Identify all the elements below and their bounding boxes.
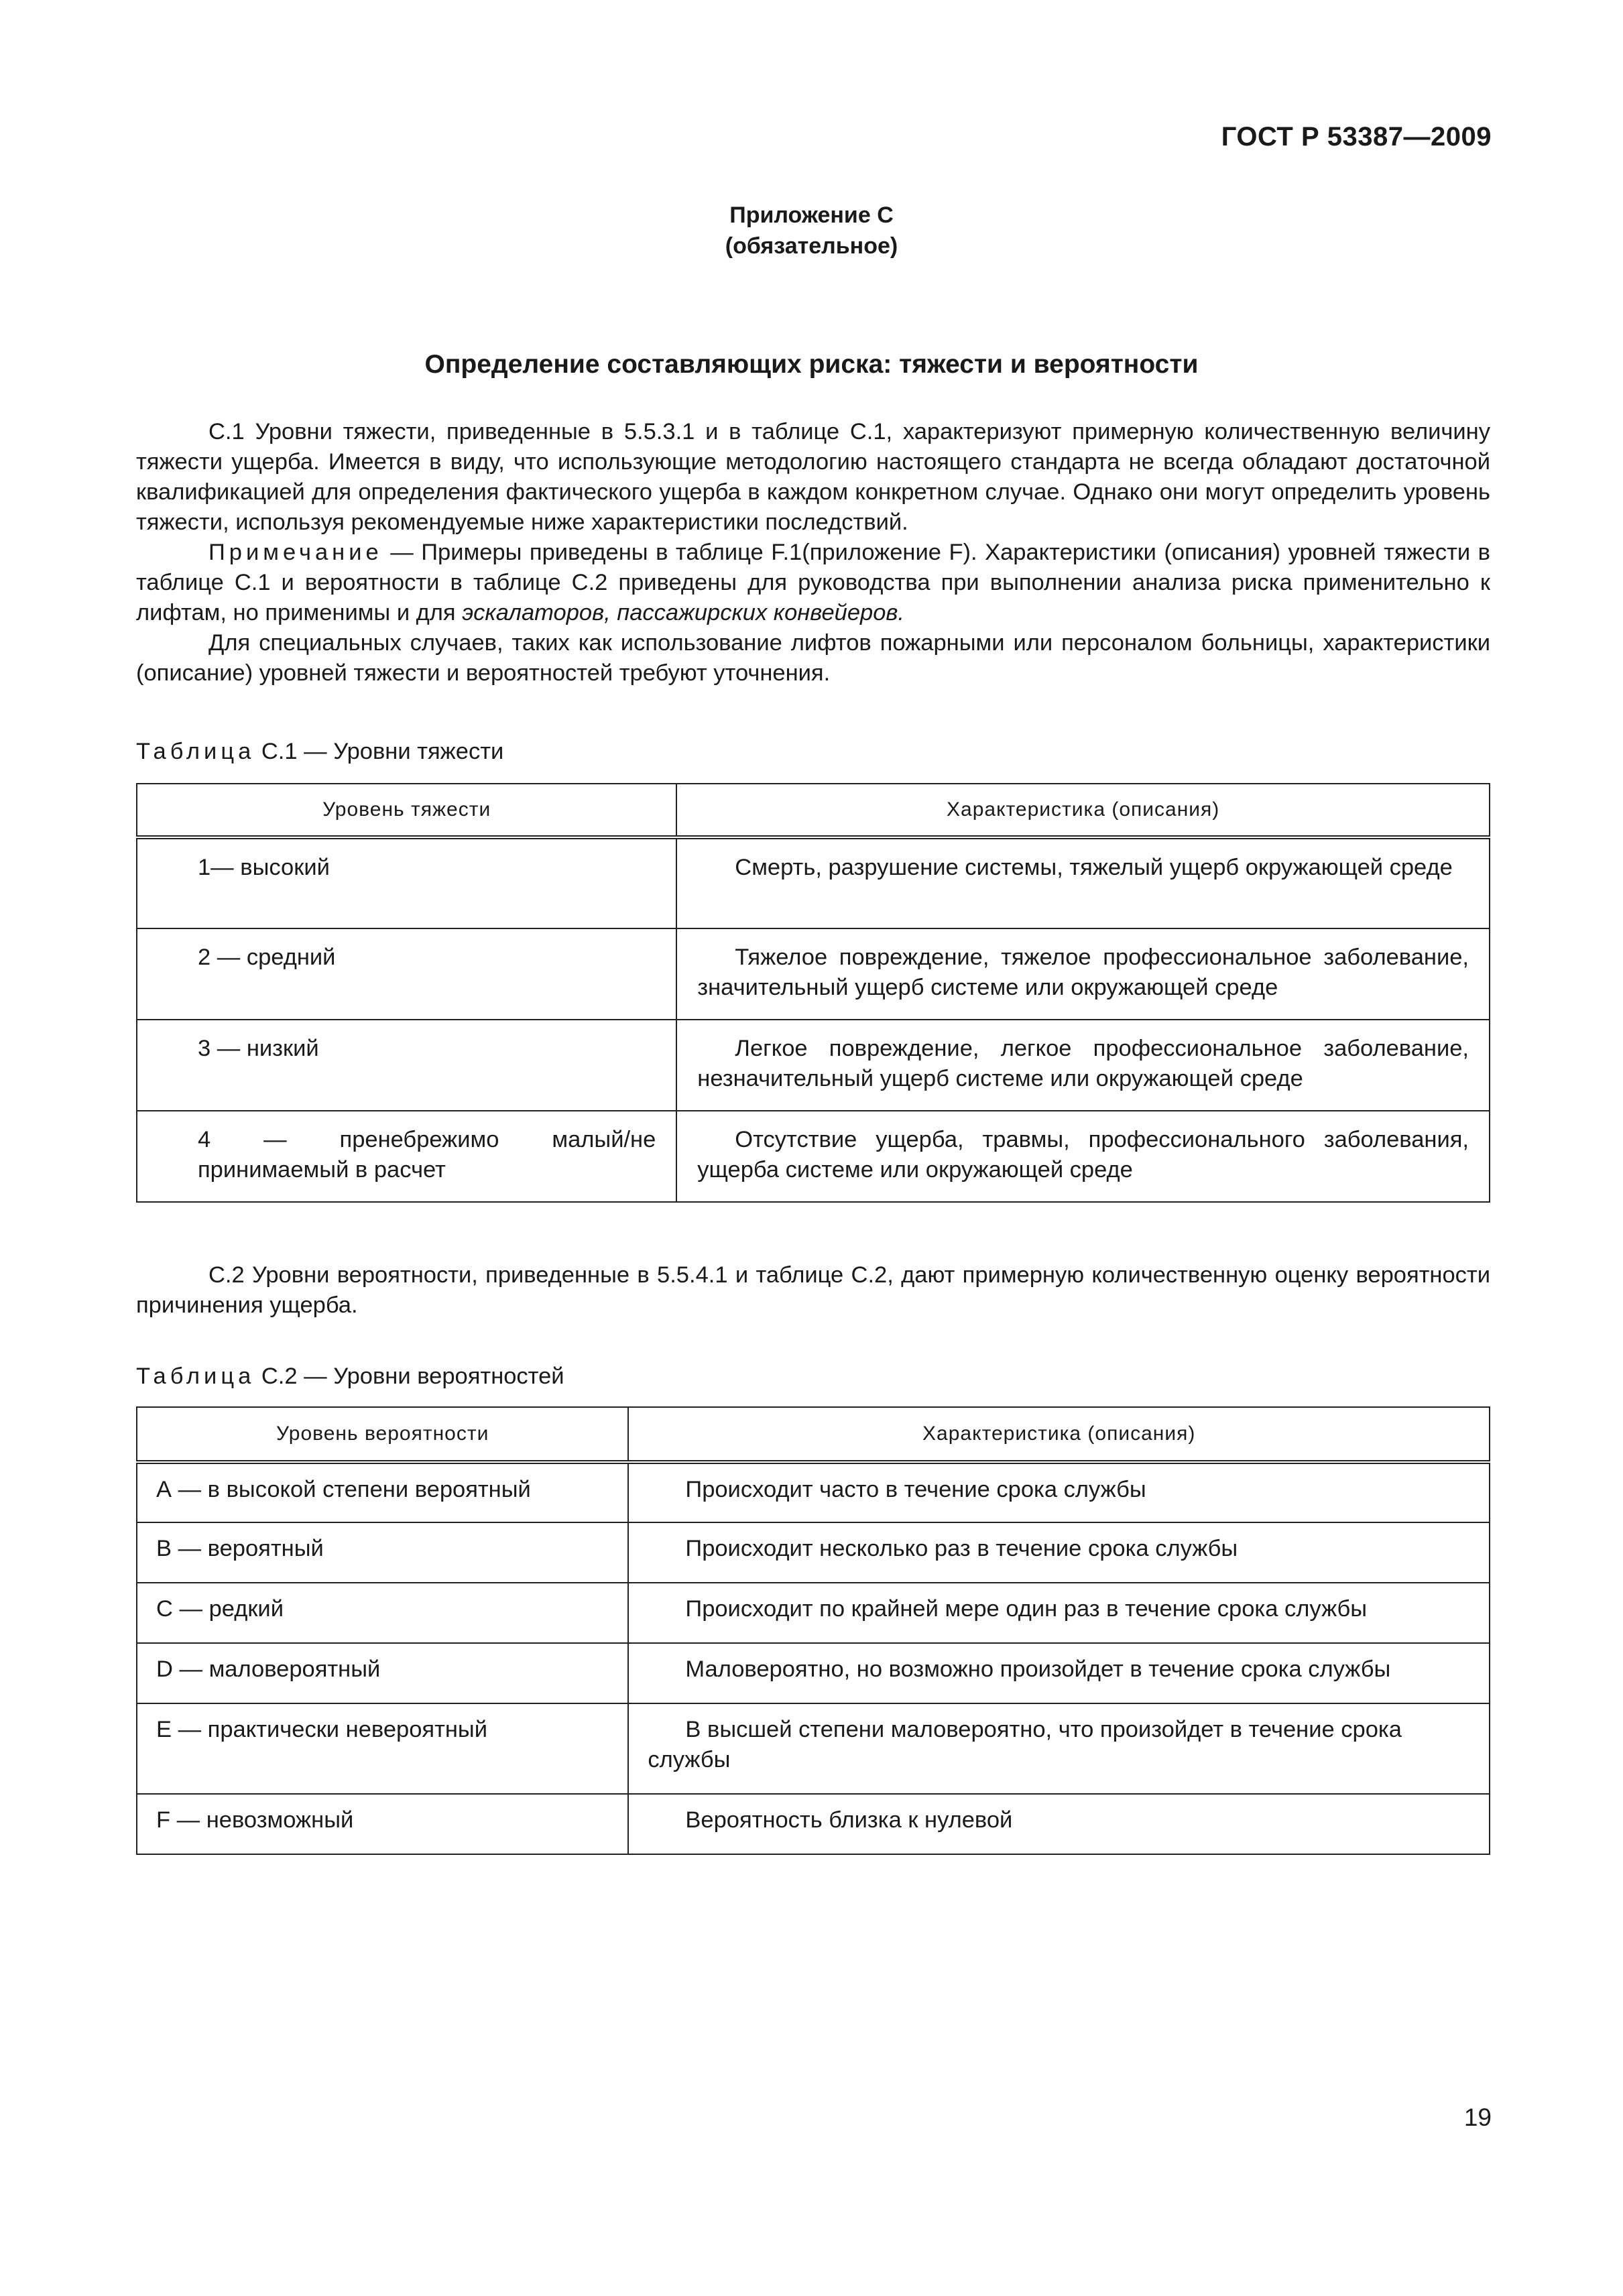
table-row — [137, 1111, 1490, 1202]
table-row — [137, 1794, 1490, 1854]
probability-description: В высшей степени маловероятно, что произойдет в течение срока службы — [628, 1703, 1490, 1794]
table1-caption-rest: С.1 — Уровни тяжести — [255, 739, 504, 764]
severity-description: Легкое повреждение, легкое профессиональное заболевание, незначительный ущерб системе или окружающей среде — [676, 1020, 1490, 1111]
table-header-cell: Характеристика (описания) — [628, 1407, 1490, 1462]
severity-level: 4 — пренебрежимо малый/не принимаемый в расчет — [137, 1111, 676, 1202]
table2-caption-rest: С.2 — Уровни вероятностей — [255, 1364, 564, 1389]
intro-text — [136, 417, 1490, 688]
paragraph-special: Для специальных случаев, таких как использование лифтов пожарными или персоналом больницы, характеристики (описание) уровней тяжести и вероятностей требуют уточнения. — [136, 630, 1490, 686]
table-row — [137, 1703, 1490, 1794]
table-header-row — [137, 784, 1490, 837]
paragraph-c1: С.1 Уровни тяжести, приведенные в 5.5.3.1 и в таблице С.1, характеризуют примерную количественную величину тяжести ущерба. Имеется в виду, что использующие методологию настоящего стандарта не всегда обладают достаточной квалификацией для определения фактического ущерба в каждом конкретном случае. Однако они могут определить уровень тяжести, используя рекомендуемые ниже характеристики последствий. — [136, 419, 1490, 535]
section-heading: Определение составляющих риска: тяжести и вероятности — [424, 350, 1199, 379]
severity-level: 3 — низкий — [137, 1020, 676, 1111]
standard-code: ГОСТ Р 53387—2009 — [1221, 122, 1492, 152]
severity-level: 1— высокий — [137, 837, 676, 928]
table-row — [137, 1462, 1490, 1522]
probability-table — [136, 1406, 1490, 1855]
severity-table — [136, 783, 1490, 1203]
severity-description: Смерть, разрушение системы, тяжелый ущерб окружающей среде — [676, 837, 1490, 928]
probability-description: Маловероятно, но возможно произойдет в течение срока службы — [628, 1643, 1490, 1703]
table-header-cell: Уровень тяжести — [137, 784, 676, 837]
table-row — [137, 1020, 1490, 1111]
table1-caption — [136, 739, 503, 765]
probability-description: Происходит несколько раз в течение срока службы — [628, 1522, 1490, 1583]
note-text: — Примеры приведены в таблице F.1(приложение F). Характеристики (описания) уровней тяжести в таблице С.1 и вероятности в таблице С.2 приведены для руководства при выполнении анализа риска применительно к лифтам, но применимы и для — [136, 540, 1490, 625]
table-row — [137, 1643, 1490, 1703]
probability-description: Происходит часто в течение срока службы — [628, 1462, 1490, 1522]
table-row — [137, 928, 1490, 1020]
table1-caption-label: Таблица — [136, 739, 255, 764]
probability-description: Вероятность близка к нулевой — [628, 1794, 1490, 1854]
table-header-row — [137, 1407, 1490, 1462]
probability-level: С — редкий — [137, 1583, 628, 1643]
appendix-status: (обязательное) — [725, 233, 898, 259]
note-italic: эскалаторов, пассажирских конвейеров. — [462, 600, 905, 625]
severity-level: 2 — средний — [137, 928, 676, 1020]
note-label: Примечание — [208, 540, 383, 565]
table2-caption-label: Таблица — [136, 1364, 255, 1389]
appendix-heading — [0, 200, 1623, 261]
page-number: 19 — [1463, 2104, 1492, 2131]
table2-caption — [136, 1364, 564, 1390]
paragraph-note — [136, 538, 1490, 628]
table-row — [137, 837, 1490, 928]
severity-description: Отсутствие ущерба, травмы, профессионального заболевания, ущерба системе или окружающей среде — [676, 1111, 1490, 1202]
table-header-cell: Характеристика (описания) — [676, 784, 1490, 837]
probability-description: Происходит по крайней мере один раз в течение срока службы — [628, 1583, 1490, 1643]
probability-level: F — невозможный — [137, 1794, 628, 1854]
table-header-cell: Уровень вероятности — [137, 1407, 628, 1462]
table-row — [137, 1583, 1490, 1643]
table-row — [137, 1522, 1490, 1583]
paragraph-c2: С.2 Уровни вероятности, приведенные в 5.5.4.1 и таблице С.2, дают примерную количественную оценку вероятности причинения ущерба. — [136, 1262, 1490, 1318]
appendix-title: Приложение С — [729, 202, 894, 228]
probability-level: Е — практически невероятный — [137, 1703, 628, 1794]
probability-level: В — вероятный — [137, 1522, 628, 1583]
probability-level: D — маловероятный — [137, 1643, 628, 1703]
probability-level: А — в высокой степени вероятный — [137, 1462, 628, 1522]
severity-description: Тяжелое повреждение, тяжелое профессиональное заболевание, значительный ущерб системе или окружающей среде — [676, 928, 1490, 1020]
paragraph-c2-block — [136, 1260, 1490, 1321]
